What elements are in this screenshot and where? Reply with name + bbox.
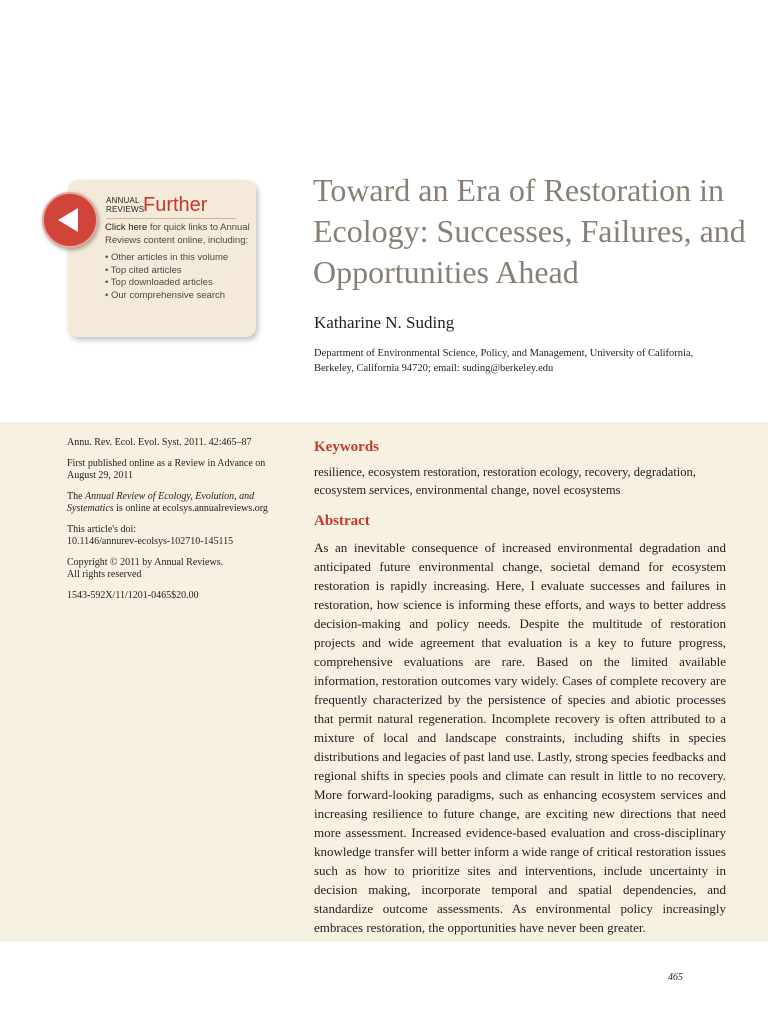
doi-block (67, 524, 287, 549)
annual-label: ANNUAL (106, 196, 140, 205)
doi-label: This article's doi: (67, 523, 137, 535)
doi-value: 10.1146/annurev-ecolsys-102710-145115 (67, 536, 234, 547)
issn: 1543-592X/11/1201-0465$20.00 (67, 589, 199, 601)
further-wordmark: Further (143, 194, 208, 216)
page-number: 465 (668, 972, 683, 983)
further-list-item[interactable]: • Top cited articles (105, 264, 182, 276)
first-published: First published online as a Review in Advance on August 29, 2011 (67, 457, 266, 481)
journal-info (67, 491, 287, 516)
back-arrow-icon[interactable] (42, 192, 98, 248)
abstract-heading: Abstract (314, 513, 370, 529)
further-list-item[interactable]: • Our comprehensive search (105, 289, 226, 301)
copyright-block (67, 557, 287, 582)
rights: All rights reserved (67, 569, 142, 580)
journal-name: Annual Review of Ecology, Evolution, and Systematics (67, 490, 255, 514)
citation: Annu. Rev. Ecol. Evol. Syst. 2011. 42:465–87 (67, 437, 252, 448)
reviews-label: REVIEWS (106, 205, 145, 214)
keywords-heading: Keywords (314, 439, 379, 455)
further-intro: for quick links to Annual Reviews content online, including: (105, 222, 250, 246)
keywords-list: resilience, ecosystem restoration, restoration ecology, recovery, degradation, ecosystem services, environmental change, novel ecosystems (314, 465, 696, 497)
further-list-item[interactable]: • Top downloaded articles (105, 277, 213, 288)
author-affiliation: Department of Environmental Science, Policy, and Management, University of California, Berkeley, California 94720; email: suding@berkeley.edu (314, 348, 694, 374)
journal-url-text: is online at ecolsys.annualreviews.org (113, 503, 268, 514)
abstract-body: As an inevitable consequence of increased environmental degradation and anticipated future environmental change, societal demand for ecosystem restoration is rapidly increasing. Here, I evaluate successes and failures in restoration, how science is informing these efforts, and ways to better address decision-making and policy needs. Despite the multitude of restoration projects and wide agreement that evaluation is a key to future progress, comprehensive evaluations are rare. Based on the limited available information, restoration outcomes vary widely. Cases of complete recovery are frequently characterized by the persistence of species and abiotic processes that permit natural regeneration. Incomplete recovery is often attributed to a mixture of local and landscape constraints, including shifts in species distributions and legacies of past land use. Lastly, strong species feedbacks and regional shifts in species pools and climate can result in little to no recovery. More forward-looking paradigms, such as enhancing ecosystem services and increasing resilience to future change, are exciting new directions that need more assessment. Increased evidence-based evaluation and cross-disciplinary knowledge transfer will better inform a wide range of critical restoration issues such as how to prioritize sites and interventions, include uncertainty in decision making, incorporate temporal and spatial dependencies, and standardize outcome assessments. As environmental policy increasingly embraces restoration, the opportunities have never been greater. (314, 540, 726, 935)
further-divider (106, 218, 236, 219)
copyright: Copyright © 2011 by Annual Reviews. (67, 556, 224, 568)
article-title: Toward an Era of Restoration in Ecology: Successes, Failures, and Opportunities Ahead (313, 172, 746, 290)
further-list-item[interactable]: • Other articles in this volume (105, 252, 229, 263)
click-here-link[interactable]: Click here (105, 222, 148, 233)
further-description (105, 222, 255, 302)
annual-reviews-logo (106, 196, 144, 214)
further-list (105, 252, 255, 302)
author-name: Katharine N. Suding (314, 313, 455, 332)
citation-sidebar (67, 437, 287, 610)
journal-the: The (67, 490, 86, 502)
